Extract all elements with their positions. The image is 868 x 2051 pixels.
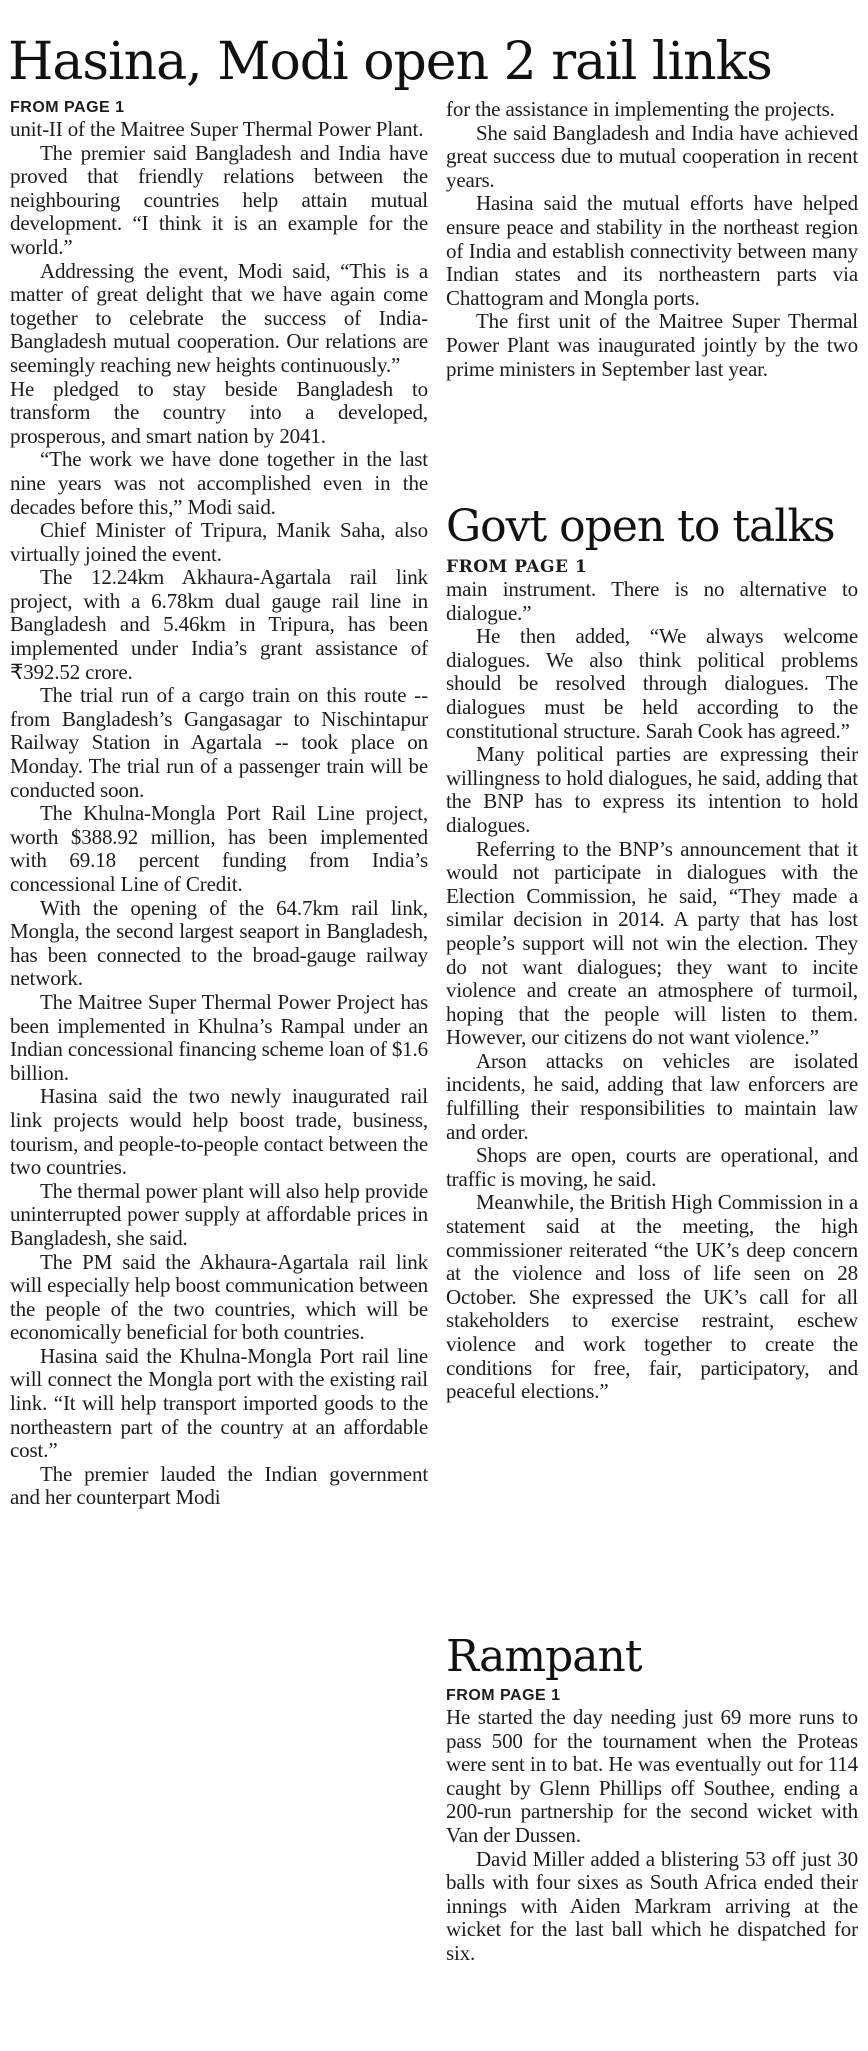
paragraph: The thermal power plant will also help provide uninterrupted power supply at affordable prices in Bangladesh, she said. (10, 1178, 428, 1250)
article-rampant (446, 1686, 858, 1966)
paragraph: Arson attacks on vehicles are isolated incidents, he said, adding that law enforcers are fulfilling their responsibilities to maintain law and order. (446, 1048, 858, 1144)
paragraph: for the assistance in implementing the projects. (446, 97, 835, 121)
paragraph: The premier lauded the Indian government and her counterpart Modi (10, 1461, 428, 1510)
paragraph: Shops are open, courts are operational, and traffic is moving, he said. (446, 1143, 858, 1191)
article-rail-links-column-1 (10, 98, 428, 1510)
headline-rampant: Rampant (446, 1631, 642, 1682)
paragraph: He started the day needing just 69 more runs to pass 500 for the tournament when the Proteas were sent in to bat. He was eventually out for 114 caught by Glenn Phillips off Southee, ending a 200-run partnership for the second wicket with Van der Dussen. (446, 1705, 858, 1847)
from-page-label: FROM PAGE 1 (446, 1687, 561, 1704)
article-rail-links-column-2 (446, 98, 858, 381)
paragraph: David Miller added a blistering 53 off just 30 balls with four sixes as South Africa ended their innings with Aiden Markram arriving at the wicket for the last ball which he dispatched for six. (446, 1846, 858, 1965)
paragraph: The premier said Bangladesh and India have proved that friendly relations between the neighbouring countries help attain mutual development. “I think it is an example for the world.” (10, 140, 428, 259)
paragraph: Chief Minister of Tripura, Manik Saha, also virtually joined the event. (10, 518, 428, 566)
paragraph: Hasina said the two newly inaugurated rail link projects would help boost trade, business, tourism, and people-to-people contact between the two countries. (10, 1084, 428, 1180)
paragraph: “The work we have done together in the last nine years was not accomplished even in the decades before this,” Modi said. (10, 447, 428, 519)
paragraph: The PM said the Akhaura-Agartala rail link will especially help boost communication between the people of the two countries, which will be economically beneficial for both countries. (10, 1249, 428, 1345)
paragraph: She said Bangladesh and India have achieved great success due to mutual cooperation in recent years. (446, 120, 858, 192)
paragraph: Meanwhile, the British High Commission in a statement said at the meeting, the high commissioner reiterated “the UK’s deep concern at the violence and loss of life seen on 28 October. She expressed the UK’s call for all stakeholders to exercise restraint, eschew violence and work together to create the conditions for free, fair, participatory, and peaceful elections.” (446, 1190, 858, 1404)
from-page-label: FROM PAGE 1 (446, 557, 588, 577)
paragraph: Hasina said the mutual efforts have helped ensure peace and stability in the northeast region of India and establish connectivity between many Indian states and its northeastern parts via Chattogram and Mongla ports. (446, 191, 858, 310)
paragraph: Referring to the BNP’s announcement that it would not participate in dialogues with the Election Commission, he said, “They made a similar decision in 2014. A party that has lost people’s support will not win the election. They do not want dialogues; they want to incite violence and create an atmosphere of turmoil, hoping that the people will listen to them. However, our citizens do not want violence.” (446, 836, 858, 1050)
paragraph: He pledged to stay beside Bangladesh to transform the country into a developed, prosperous, and smart nation by 2041. (10, 376, 428, 448)
from-page-label: FROM PAGE 1 (10, 99, 125, 116)
paragraph: main instrument. There is no alternative to dialogue.” (446, 577, 858, 625)
paragraph: The 12.24km Akhaura-Agartala rail link project, with a 6.78km dual gauge rail line in Bangladesh and 5.46km in Tripura, has been implemented under India’s grant assistance of ₹392.52 crore. (10, 565, 428, 684)
paragraph: Addressing the event, Modi said, “This is a matter of great delight that we have again come together to celebrate the success of India-Bangladesh mutual cooperation. Our relations are seemingly reaching new heights continuously.” (10, 258, 428, 377)
paragraph: The first unit of the Maitree Super Thermal Power Plant was inaugurated jointly by the two prime ministers in September last year. (446, 309, 858, 381)
paragraph: Hasina said the Khulna-Mongla Port rail line will connect the Mongla port with the existing rail link. “It will help transport imported goods to the northeastern part of the country at an affordable cost.” (10, 1343, 428, 1463)
paragraph: The Maitree Super Thermal Power Project has been implemented in Khulna’s Rampal under an Indian concessional financing scheme loan of $1.6 billion. (10, 989, 428, 1085)
paragraph: He then added, “We always welcome dialogues. We also think political problems should be resolved through dialogues. The dialogues must be held according to the constitutional structure. Sarah Cook has agreed.” (446, 624, 858, 743)
paragraph: The trial run of a cargo train on this route -- from Bangladesh’s Gangasagar to Nischintapur Railway Station in Agartala -- took place on Monday. The trial run of a passenger train will be conducted soon. (10, 683, 428, 802)
paragraph: unit-II of the Maitree Super Thermal Power Plant. (10, 117, 424, 141)
article-govt-talks (446, 556, 858, 1404)
paragraph: The Khulna-Mongla Port Rail Line project, worth $388.92 million, has been implemented with 69.18 percent funding from India’s concessional Line of Credit. (10, 801, 428, 896)
headline-rail-links: Hasina, Modi open 2 rail links (8, 32, 772, 92)
paragraph: With the opening of the 64.7km rail link, Mongla, the second largest seaport in Bangladesh, has been connected to the broad-gauge railway network. (10, 895, 428, 991)
paragraph: Many political parties are expressing their willingness to hold dialogues, he said, adding that the BNP has to express its intention to hold dialogues. (446, 742, 858, 837)
headline-govt-open-to-talks: Govt open to talks (446, 501, 835, 552)
